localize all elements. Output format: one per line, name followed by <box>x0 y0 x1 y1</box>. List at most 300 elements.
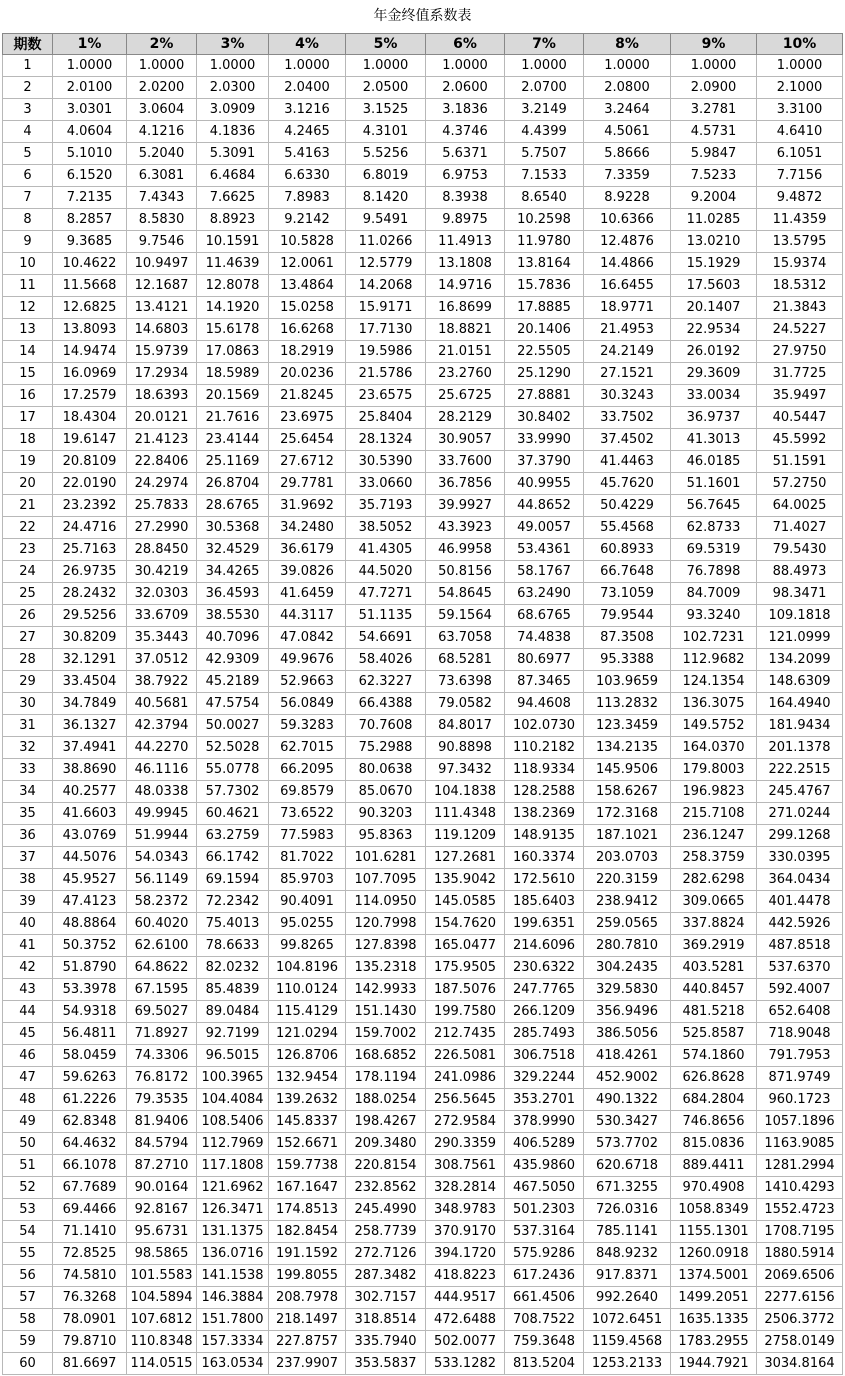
value-cell: 406.5289 <box>505 1133 584 1155</box>
value-cell: 5.3091 <box>197 143 269 165</box>
value-cell: 26.9735 <box>53 561 127 583</box>
value-cell: 1253.2133 <box>584 1353 671 1375</box>
value-cell: 79.5430 <box>757 539 843 561</box>
value-cell: 51.1601 <box>671 473 757 495</box>
value-cell: 3.3100 <box>757 99 843 121</box>
value-cell: 337.8824 <box>671 913 757 935</box>
value-cell: 87.3465 <box>505 671 584 693</box>
value-cell: 28.2432 <box>53 583 127 605</box>
value-cell: 25.7833 <box>127 495 197 517</box>
value-cell: 3.1525 <box>346 99 426 121</box>
value-cell: 46.9958 <box>426 539 505 561</box>
table-row <box>3 561 843 583</box>
value-cell: 36.6179 <box>269 539 346 561</box>
value-cell: 114.0515 <box>127 1353 197 1375</box>
value-cell: 282.6298 <box>671 869 757 891</box>
value-cell: 1.0000 <box>346 55 426 77</box>
column-header-rate: 3% <box>197 34 269 55</box>
value-cell: 18.5989 <box>197 363 269 385</box>
value-cell: 306.7518 <box>505 1045 584 1067</box>
value-cell: 617.2436 <box>505 1265 584 1287</box>
value-cell: 121.0999 <box>757 627 843 649</box>
value-cell: 16.6455 <box>584 275 671 297</box>
table-row <box>3 627 843 649</box>
value-cell: 1.0000 <box>584 55 671 77</box>
value-cell: 54.6691 <box>346 627 426 649</box>
value-cell: 27.9750 <box>757 341 843 363</box>
value-cell: 24.2149 <box>584 341 671 363</box>
value-cell: 44.5076 <box>53 847 127 869</box>
value-cell: 88.4973 <box>757 561 843 583</box>
value-cell: 73.6398 <box>426 671 505 693</box>
period-cell: 35 <box>3 803 53 825</box>
period-cell: 22 <box>3 517 53 539</box>
value-cell: 3.1836 <box>426 99 505 121</box>
value-cell: 199.6351 <box>505 913 584 935</box>
value-cell: 188.0254 <box>346 1089 426 1111</box>
value-cell: 9.2004 <box>671 187 757 209</box>
value-cell: 61.2226 <box>53 1089 127 1111</box>
table-row <box>3 1177 843 1199</box>
value-cell: 59.6263 <box>53 1067 127 1089</box>
value-cell: 487.8518 <box>757 935 843 957</box>
value-cell: 12.0061 <box>269 253 346 275</box>
value-cell: 30.9057 <box>426 429 505 451</box>
value-cell: 1.0000 <box>671 55 757 77</box>
value-cell: 23.2760 <box>426 363 505 385</box>
value-cell: 159.7738 <box>269 1155 346 1177</box>
table-row <box>3 451 843 473</box>
value-cell: 71.8927 <box>127 1023 197 1045</box>
table-row <box>3 781 843 803</box>
value-cell: 172.5610 <box>505 869 584 891</box>
value-cell: 15.9374 <box>757 253 843 275</box>
table-row <box>3 275 843 297</box>
value-cell: 30.8402 <box>505 407 584 429</box>
table-row <box>3 143 843 165</box>
period-cell: 7 <box>3 187 53 209</box>
value-cell: 236.1247 <box>671 825 757 847</box>
value-cell: 8.8923 <box>197 209 269 231</box>
value-cell: 14.4866 <box>584 253 671 275</box>
value-cell: 77.5983 <box>269 825 346 847</box>
value-cell: 54.9318 <box>53 1001 127 1023</box>
value-cell: 28.6765 <box>197 495 269 517</box>
period-cell: 12 <box>3 297 53 319</box>
period-cell: 32 <box>3 737 53 759</box>
value-cell: 2.0400 <box>269 77 346 99</box>
value-cell: 1163.9085 <box>757 1133 843 1155</box>
period-cell: 15 <box>3 363 53 385</box>
value-cell: 5.4163 <box>269 143 346 165</box>
value-cell: 992.2640 <box>584 1287 671 1309</box>
value-cell: 56.0849 <box>269 693 346 715</box>
value-cell: 90.0164 <box>127 1177 197 1199</box>
value-cell: 87.3508 <box>584 627 671 649</box>
table-row <box>3 869 843 891</box>
value-cell: 36.4593 <box>197 583 269 605</box>
value-cell: 66.1078 <box>53 1155 127 1177</box>
value-cell: 309.0665 <box>671 891 757 913</box>
column-header-rate: 8% <box>584 34 671 55</box>
value-cell: 58.0459 <box>53 1045 127 1067</box>
value-cell: 66.1742 <box>197 847 269 869</box>
period-cell: 58 <box>3 1309 53 1331</box>
table-row <box>3 1221 843 1243</box>
value-cell: 64.4632 <box>53 1133 127 1155</box>
value-cell: 4.1216 <box>127 121 197 143</box>
period-cell: 24 <box>3 561 53 583</box>
table-row <box>3 1045 843 1067</box>
value-cell: 25.1169 <box>197 451 269 473</box>
value-cell: 90.3203 <box>346 803 426 825</box>
value-cell: 25.6725 <box>426 385 505 407</box>
value-cell: 175.9505 <box>426 957 505 979</box>
value-cell: 64.8622 <box>127 957 197 979</box>
period-cell: 1 <box>3 55 53 77</box>
value-cell: 124.1354 <box>671 671 757 693</box>
value-cell: 9.3685 <box>53 231 127 253</box>
value-cell: 20.0236 <box>269 363 346 385</box>
value-cell: 18.4304 <box>53 407 127 429</box>
period-cell: 25 <box>3 583 53 605</box>
value-cell: 135.9042 <box>426 869 505 891</box>
value-cell: 17.2934 <box>127 363 197 385</box>
value-cell: 40.2577 <box>53 781 127 803</box>
period-cell: 51 <box>3 1155 53 1177</box>
value-cell: 14.1920 <box>197 297 269 319</box>
value-cell: 442.5926 <box>757 913 843 935</box>
value-cell: 47.5754 <box>197 693 269 715</box>
value-cell: 69.5319 <box>671 539 757 561</box>
table-row <box>3 319 843 341</box>
value-cell: 50.0027 <box>197 715 269 737</box>
value-cell: 101.5583 <box>127 1265 197 1287</box>
value-cell: 76.8172 <box>127 1067 197 1089</box>
column-header-rate: 1% <box>53 34 127 55</box>
value-cell: 85.9703 <box>269 869 346 891</box>
value-cell: 13.8093 <box>53 319 127 341</box>
value-cell: 7.3359 <box>584 165 671 187</box>
value-cell: 13.1808 <box>426 253 505 275</box>
value-cell: 55.4568 <box>584 517 671 539</box>
value-cell: 127.2681 <box>426 847 505 869</box>
value-cell: 100.3965 <box>197 1067 269 1089</box>
period-cell: 56 <box>3 1265 53 1287</box>
value-cell: 56.4811 <box>53 1023 127 1045</box>
value-cell: 81.6697 <box>53 1353 127 1375</box>
value-cell: 1552.4723 <box>757 1199 843 1221</box>
value-cell: 57.7302 <box>197 781 269 803</box>
value-cell: 5.6371 <box>426 143 505 165</box>
value-cell: 533.1282 <box>426 1353 505 1375</box>
value-cell: 160.3374 <box>505 847 584 869</box>
value-cell: 60.4621 <box>197 803 269 825</box>
value-cell: 121.0294 <box>269 1023 346 1045</box>
value-cell: 2.0300 <box>197 77 269 99</box>
table-row <box>3 1199 843 1221</box>
page-title: 年金终值系数表 <box>373 8 472 24</box>
value-cell: 81.7022 <box>269 847 346 869</box>
value-cell: 108.5406 <box>197 1111 269 1133</box>
value-cell: 501.2303 <box>505 1199 584 1221</box>
period-cell: 39 <box>3 891 53 913</box>
value-cell: 18.8821 <box>426 319 505 341</box>
value-cell: 227.8757 <box>269 1331 346 1353</box>
annuity-table <box>2 33 843 1375</box>
value-cell: 72.8525 <box>53 1243 127 1265</box>
value-cell: 33.9990 <box>505 429 584 451</box>
value-cell: 138.2369 <box>505 803 584 825</box>
value-cell: 12.1687 <box>127 275 197 297</box>
period-cell: 37 <box>3 847 53 869</box>
period-cell: 5 <box>3 143 53 165</box>
value-cell: 17.0863 <box>197 341 269 363</box>
value-cell: 7.6625 <box>197 187 269 209</box>
value-cell: 71.1410 <box>53 1221 127 1243</box>
value-cell: 1499.2051 <box>671 1287 757 1309</box>
value-cell: 74.3306 <box>127 1045 197 1067</box>
value-cell: 56.7645 <box>671 495 757 517</box>
value-cell: 18.5312 <box>757 275 843 297</box>
value-cell: 27.8881 <box>505 385 584 407</box>
value-cell: 330.0395 <box>757 847 843 869</box>
value-cell: 101.6281 <box>346 847 426 869</box>
table-row <box>3 55 843 77</box>
value-cell: 75.4013 <box>197 913 269 935</box>
value-cell: 149.5752 <box>671 715 757 737</box>
table-row <box>3 517 843 539</box>
value-cell: 2758.0149 <box>757 1331 843 1353</box>
value-cell: 187.1021 <box>584 825 671 847</box>
value-cell: 109.1818 <box>757 605 843 627</box>
value-cell: 256.5645 <box>426 1089 505 1111</box>
value-cell: 1.0000 <box>269 55 346 77</box>
value-cell: 15.0258 <box>269 297 346 319</box>
value-cell: 76.3268 <box>53 1287 127 1309</box>
value-cell: 38.5052 <box>346 517 426 539</box>
value-cell: 34.2480 <box>269 517 346 539</box>
value-cell: 24.5227 <box>757 319 843 341</box>
value-cell: 212.7435 <box>426 1023 505 1045</box>
value-cell: 126.8706 <box>269 1045 346 1067</box>
value-cell: 48.8864 <box>53 913 127 935</box>
value-cell: 104.1838 <box>426 781 505 803</box>
value-cell: 1.0000 <box>53 55 127 77</box>
value-cell: 69.8579 <box>269 781 346 803</box>
value-cell: 9.7546 <box>127 231 197 253</box>
value-cell: 8.6540 <box>505 187 584 209</box>
value-cell: 2.0700 <box>505 77 584 99</box>
value-cell: 28.8450 <box>127 539 197 561</box>
value-cell: 145.9506 <box>584 759 671 781</box>
table-row <box>3 1155 843 1177</box>
table-row <box>3 341 843 363</box>
value-cell: 78.0901 <box>53 1309 127 1331</box>
column-header-period: 期数 <box>3 34 53 55</box>
period-cell: 54 <box>3 1221 53 1243</box>
value-cell: 110.2182 <box>505 737 584 759</box>
period-cell: 42 <box>3 957 53 979</box>
value-cell: 33.7600 <box>426 451 505 473</box>
value-cell: 6.3081 <box>127 165 197 187</box>
value-cell: 1410.4293 <box>757 1177 843 1199</box>
value-cell: 30.5368 <box>197 517 269 539</box>
value-cell: 47.4123 <box>53 891 127 913</box>
value-cell: 4.3101 <box>346 121 426 143</box>
value-cell: 90.8898 <box>426 737 505 759</box>
value-cell: 158.6267 <box>584 781 671 803</box>
period-cell: 21 <box>3 495 53 517</box>
value-cell: 13.4864 <box>269 275 346 297</box>
value-cell: 104.8196 <box>269 957 346 979</box>
value-cell: 113.2832 <box>584 693 671 715</box>
table-row <box>3 1309 843 1331</box>
value-cell: 1708.7195 <box>757 1221 843 1243</box>
value-cell: 90.4091 <box>269 891 346 913</box>
value-cell: 4.2465 <box>269 121 346 143</box>
value-cell: 17.7130 <box>346 319 426 341</box>
value-cell: 181.9434 <box>757 715 843 737</box>
value-cell: 11.4913 <box>426 231 505 253</box>
value-cell: 11.9780 <box>505 231 584 253</box>
value-cell: 167.1647 <box>269 1177 346 1199</box>
value-cell: 148.9135 <box>505 825 584 847</box>
value-cell: 3.0301 <box>53 99 127 121</box>
value-cell: 33.0034 <box>671 385 757 407</box>
value-cell: 38.7922 <box>127 671 197 693</box>
value-cell: 759.3648 <box>505 1331 584 1353</box>
value-cell: 7.1533 <box>505 165 584 187</box>
value-cell: 58.1767 <box>505 561 584 583</box>
value-cell: 8.5830 <box>127 209 197 231</box>
value-cell: 33.4504 <box>53 671 127 693</box>
value-cell: 99.8265 <box>269 935 346 957</box>
value-cell: 25.7163 <box>53 539 127 561</box>
value-cell: 69.1594 <box>197 869 269 891</box>
value-cell: 272.7126 <box>346 1243 426 1265</box>
value-cell: 40.5447 <box>757 407 843 429</box>
value-cell: 196.9823 <box>671 781 757 803</box>
value-cell: 537.6370 <box>757 957 843 979</box>
value-cell: 1260.0918 <box>671 1243 757 1265</box>
value-cell: 537.3164 <box>505 1221 584 1243</box>
value-cell: 74.4838 <box>505 627 584 649</box>
value-cell: 55.0778 <box>197 759 269 781</box>
value-cell: 290.3359 <box>426 1133 505 1155</box>
value-cell: 20.1569 <box>197 385 269 407</box>
value-cell: 50.3752 <box>53 935 127 957</box>
value-cell: 960.1723 <box>757 1089 843 1111</box>
table-row <box>3 1331 843 1353</box>
value-cell: 51.9944 <box>127 825 197 847</box>
value-cell: 45.7620 <box>584 473 671 495</box>
table-row <box>3 693 843 715</box>
value-cell: 60.4020 <box>127 913 197 935</box>
value-cell: 356.9496 <box>584 1001 671 1023</box>
value-cell: 1057.1896 <box>757 1111 843 1133</box>
period-cell: 28 <box>3 649 53 671</box>
value-cell: 222.2515 <box>757 759 843 781</box>
value-cell: 53.3978 <box>53 979 127 1001</box>
value-cell: 73.1059 <box>584 583 671 605</box>
value-cell: 218.1497 <box>269 1309 346 1331</box>
value-cell: 84.7009 <box>671 583 757 605</box>
value-cell: 22.0190 <box>53 473 127 495</box>
period-cell: 18 <box>3 429 53 451</box>
value-cell: 220.8154 <box>346 1155 426 1177</box>
value-cell: 25.8404 <box>346 407 426 429</box>
period-cell: 20 <box>3 473 53 495</box>
value-cell: 49.9945 <box>127 803 197 825</box>
value-cell: 34.4265 <box>197 561 269 583</box>
value-cell: 11.5668 <box>53 275 127 297</box>
value-cell: 10.5828 <box>269 231 346 253</box>
table-row <box>3 231 843 253</box>
value-cell: 1155.1301 <box>671 1221 757 1243</box>
value-cell: 72.2342 <box>197 891 269 913</box>
value-cell: 7.8983 <box>269 187 346 209</box>
value-cell: 27.2990 <box>127 517 197 539</box>
value-cell: 226.5081 <box>426 1045 505 1067</box>
value-cell: 203.0703 <box>584 847 671 869</box>
value-cell: 1374.5001 <box>671 1265 757 1287</box>
value-cell: 80.6977 <box>505 649 584 671</box>
value-cell: 11.0266 <box>346 231 426 253</box>
table-row <box>3 297 843 319</box>
value-cell: 5.9847 <box>671 143 757 165</box>
value-cell: 30.3243 <box>584 385 671 407</box>
value-cell: 112.7969 <box>197 1133 269 1155</box>
value-cell: 16.6268 <box>269 319 346 341</box>
value-cell: 20.1407 <box>671 297 757 319</box>
value-cell: 117.1808 <box>197 1155 269 1177</box>
value-cell: 174.8513 <box>269 1199 346 1221</box>
value-cell: 92.7199 <box>197 1023 269 1045</box>
value-cell: 199.8055 <box>269 1265 346 1287</box>
value-cell: 9.5491 <box>346 209 426 231</box>
value-cell: 813.5204 <box>505 1353 584 1375</box>
value-cell: 661.4506 <box>505 1287 584 1309</box>
value-cell: 1.0000 <box>426 55 505 77</box>
value-cell: 49.0057 <box>505 517 584 539</box>
value-cell: 39.9927 <box>426 495 505 517</box>
value-cell: 11.4359 <box>757 209 843 231</box>
value-cell: 54.0343 <box>127 847 197 869</box>
value-cell: 9.4872 <box>757 187 843 209</box>
value-cell: 418.4261 <box>584 1045 671 1067</box>
value-cell: 299.1268 <box>757 825 843 847</box>
value-cell: 237.9907 <box>269 1353 346 1375</box>
value-cell: 1072.6451 <box>584 1309 671 1331</box>
period-cell: 60 <box>3 1353 53 1375</box>
value-cell: 3.0604 <box>127 99 197 121</box>
value-cell: 14.9716 <box>426 275 505 297</box>
value-cell: 14.6803 <box>127 319 197 341</box>
value-cell: 7.2135 <box>53 187 127 209</box>
value-cell: 220.3159 <box>584 869 671 891</box>
value-cell: 102.7231 <box>671 627 757 649</box>
period-cell: 45 <box>3 1023 53 1045</box>
value-cell: 280.7810 <box>584 935 671 957</box>
value-cell: 785.1141 <box>584 1221 671 1243</box>
value-cell: 14.9474 <box>53 341 127 363</box>
value-cell: 6.1520 <box>53 165 127 187</box>
value-cell: 3.2781 <box>671 99 757 121</box>
value-cell: 87.2710 <box>127 1155 197 1177</box>
value-cell: 525.8587 <box>671 1023 757 1045</box>
value-cell: 353.5837 <box>346 1353 426 1375</box>
